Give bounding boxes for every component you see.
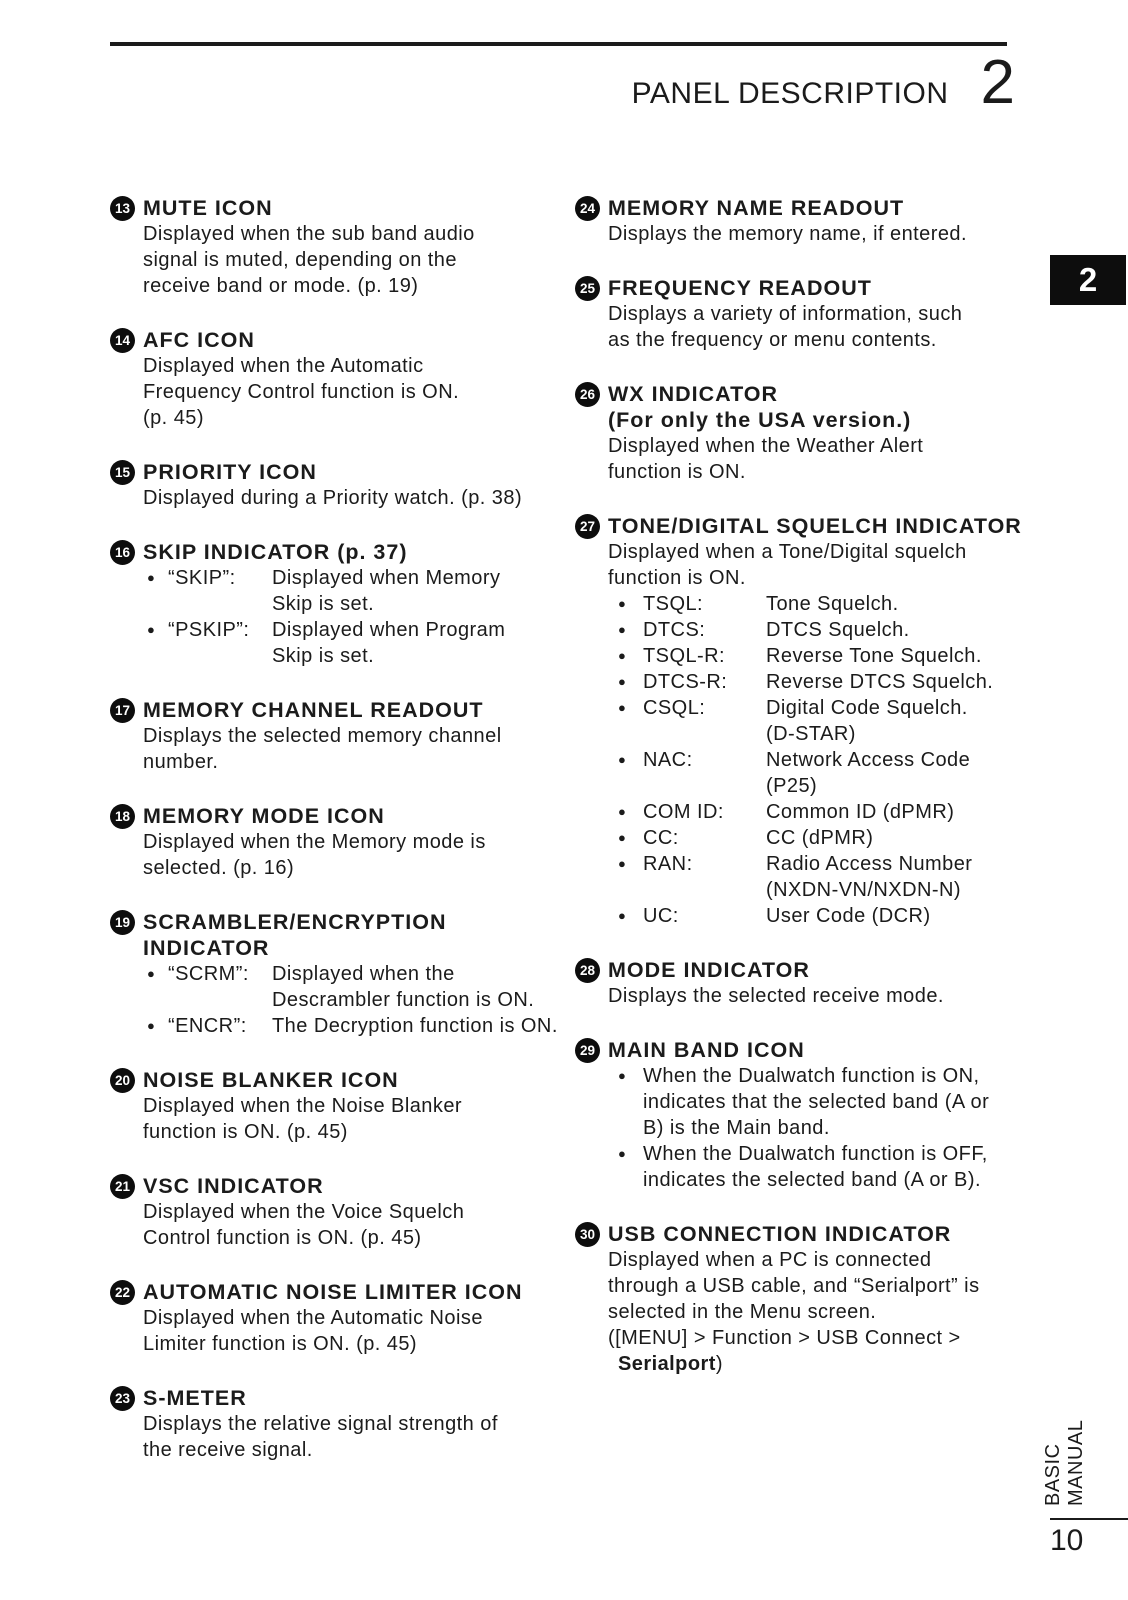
item-number-badge: 27	[575, 514, 600, 539]
item-content	[143, 195, 555, 299]
definition-desc	[272, 565, 555, 617]
definition-term: RAN:	[643, 853, 693, 875]
item-number-badge: 19	[110, 910, 135, 935]
item-number-badge: 29	[575, 1038, 600, 1063]
item-number-badge: 20	[110, 1068, 135, 1093]
page-title: PANEL DESCRIPTION	[631, 77, 949, 110]
item-content	[143, 803, 555, 881]
panel-item-28	[575, 957, 1025, 1009]
item-title: VSC INDICATOR	[143, 1174, 324, 1198]
item-text-line: number.	[143, 751, 219, 773]
item-title: MUTE ICON	[143, 196, 273, 220]
item-number-badge: 14	[110, 328, 135, 353]
item-content	[608, 1221, 1025, 1377]
definition-row	[143, 565, 555, 617]
panel-item-20	[110, 1067, 555, 1145]
item-text-line: through a USB cable, and “Serialport” is	[608, 1275, 980, 1297]
definition-row	[143, 961, 555, 1013]
definition-row	[608, 825, 1025, 851]
chapter-side-tab-label: 2	[1078, 261, 1098, 298]
panel-item-19	[110, 909, 558, 1039]
item-text-line: Displayed when a Tone/Digital squelch	[608, 541, 967, 563]
item-number-badge: 17	[110, 698, 135, 723]
item-number-badge: 26	[575, 382, 600, 407]
item-content	[143, 1279, 555, 1357]
item-title: AUTOMATIC NOISE LIMITER ICON	[143, 1280, 523, 1304]
item-content	[608, 381, 1025, 485]
item-number-badge: 21	[110, 1174, 135, 1199]
item-title: S-METER	[143, 1386, 247, 1410]
item-title: AFC ICON	[143, 328, 255, 352]
item-text-line: receive band or mode. (p. 19)	[143, 275, 419, 297]
panel-item-26	[575, 381, 1025, 485]
definition-line: Radio Access Number	[766, 853, 973, 875]
menu-path-post: )	[715, 1353, 723, 1375]
definition-term: CSQL:	[643, 697, 706, 719]
panel-item-24	[575, 195, 1025, 247]
item-text-line: Displays the selected receive mode.	[608, 985, 944, 1007]
item-text-line: Displayed when a PC is connected	[608, 1249, 932, 1271]
bullet-icon: ●	[618, 700, 626, 715]
item-text-line: signal is muted, depending on the	[143, 249, 457, 271]
definition-line: User Code (DCR)	[766, 905, 931, 927]
bullet-icon: ●	[618, 908, 626, 923]
definition-line: Network Access Code	[766, 749, 971, 771]
definition-desc	[766, 669, 1025, 695]
item-number-badge: 16	[110, 540, 135, 565]
panel-item-30	[575, 1221, 1025, 1377]
bullet-icon: ●	[147, 1018, 155, 1033]
item-content	[143, 1385, 555, 1463]
definition-line: (D-STAR)	[766, 723, 856, 745]
header-rule	[110, 42, 1007, 46]
definition-row	[143, 617, 555, 669]
item-text-line: Displayed during a Priority watch. (p. 38)	[143, 487, 523, 509]
item-content	[143, 459, 555, 511]
definition-term: CC:	[643, 827, 679, 849]
item-title: PRIORITY ICON	[143, 460, 317, 484]
definition-term: “ENCR”:	[168, 1015, 247, 1037]
item-text-line: Displayed when the Automatic	[143, 355, 424, 377]
bullet-icon: ●	[618, 674, 626, 689]
item-number-badge: 18	[110, 804, 135, 829]
definition-term: UC:	[643, 905, 679, 927]
item-title: SKIP INDICATOR (p. 37)	[143, 540, 408, 564]
item-text-line: Displayed when the Voice Squelch	[143, 1201, 465, 1223]
item-text-line: Control function is ON. (p. 45)	[143, 1227, 422, 1249]
panel-item-16	[110, 539, 555, 669]
bullet-line: When the Dualwatch function is ON,	[643, 1065, 980, 1087]
definition-term: DTCS:	[643, 619, 706, 641]
definition-line: The Decryption function is ON.	[272, 1015, 558, 1037]
item-text-line: Limiter function is ON. (p. 45)	[143, 1333, 418, 1355]
definition-row	[608, 643, 1025, 669]
item-text-line: ([MENU] > Function > USB Connect >	[608, 1327, 961, 1349]
item-title: WX INDICATOR	[608, 382, 779, 406]
page-number: 10	[1050, 1524, 1084, 1557]
definition-term: DTCS-R:	[643, 671, 728, 693]
item-number-badge: 15	[110, 460, 135, 485]
item-number-badge: 30	[575, 1222, 600, 1247]
panel-item-13	[110, 195, 555, 299]
item-text-line: Displays the relative signal strength of	[143, 1413, 498, 1435]
item-text-line: as the frequency or menu contents.	[608, 329, 937, 351]
item-title: MEMORY NAME READOUT	[608, 196, 905, 220]
definition-row	[608, 747, 1025, 799]
definition-line: Common ID (dPMR)	[766, 801, 955, 823]
definition-row	[143, 1013, 558, 1039]
definition-desc	[766, 747, 1025, 799]
item-title: FREQUENCY READOUT	[608, 276, 872, 300]
bullet-text	[643, 1063, 1025, 1141]
chapter-side-tab	[1050, 255, 1126, 305]
item-text-line: Displays the selected memory channel	[143, 725, 502, 747]
menu-path-bold: Serialport	[618, 1353, 716, 1375]
definition-desc	[272, 617, 555, 669]
definition-desc	[766, 643, 1025, 669]
bullet-line: When the Dualwatch function is OFF,	[643, 1143, 988, 1165]
bullet-icon: ●	[618, 804, 626, 819]
definition-term: COM ID:	[643, 801, 724, 823]
bullet-line: indicates that the selected band (A or	[643, 1091, 990, 1113]
panel-item-23	[110, 1385, 555, 1463]
item-title: MEMORY MODE ICON	[143, 804, 385, 828]
page-number-rule	[1050, 1518, 1128, 1520]
panel-item-21	[110, 1173, 555, 1251]
item-content	[608, 275, 1025, 353]
panel-item-22	[110, 1279, 555, 1357]
item-text-line: selected. (p. 16)	[143, 857, 295, 879]
item-content	[143, 327, 555, 431]
item-text-line: Displayed when the Noise Blanker	[143, 1095, 463, 1117]
item-title: MODE INDICATOR	[608, 958, 810, 982]
definition-desc	[766, 851, 1025, 903]
item-text-line: function is ON.	[608, 567, 746, 589]
bullet-text	[643, 1141, 1025, 1193]
item-content	[608, 957, 1025, 1009]
item-content	[143, 539, 555, 669]
definition-term: “SCRM”:	[168, 963, 249, 985]
item-content	[143, 909, 558, 1039]
definition-line: Descrambler function is ON.	[272, 989, 535, 1011]
definition-desc	[766, 695, 1025, 747]
item-title: USB CONNECTION INDICATOR	[608, 1222, 952, 1246]
item-number-badge: 24	[575, 196, 600, 221]
item-text-line: the receive signal.	[143, 1439, 313, 1461]
item-content	[608, 1037, 1025, 1193]
bullet-row	[608, 1063, 1025, 1141]
bullet-line: indicates the selected band (A or B).	[643, 1169, 981, 1191]
item-text-line: Displayed when the Memory mode is	[143, 831, 486, 853]
item-number-badge: 13	[110, 196, 135, 221]
bullet-line: B) is the Main band.	[643, 1117, 830, 1139]
bullet-icon: ●	[618, 1068, 626, 1083]
left-column	[110, 195, 558, 1491]
chapter-number: 2	[980, 48, 1015, 117]
bullet-icon: ●	[147, 570, 155, 585]
item-text-line: (p. 45)	[143, 407, 204, 429]
definition-desc	[766, 825, 1025, 851]
definition-term: TSQL:	[643, 593, 704, 615]
panel-item-14	[110, 327, 555, 431]
definition-row	[608, 851, 1025, 903]
definition-line: (P25)	[766, 775, 818, 797]
item-number-badge: 23	[110, 1386, 135, 1411]
item-content	[608, 195, 1025, 247]
bullet-icon: ●	[618, 622, 626, 637]
item-title: NOISE BLANKER ICON	[143, 1068, 399, 1092]
item-text-line: selected in the Menu screen.	[608, 1301, 877, 1323]
bullet-icon: ●	[618, 648, 626, 663]
definition-line: CC (dPMR)	[766, 827, 874, 849]
definition-line: Displayed when the	[272, 963, 455, 985]
right-column	[575, 195, 1025, 1405]
definition-row	[608, 903, 1025, 929]
basic-manual-label: BASIC MANUAL	[1042, 1419, 1087, 1506]
item-content	[608, 513, 1025, 929]
panel-item-25	[575, 275, 1025, 353]
menu-path-line	[608, 1351, 1025, 1377]
item-title: MEMORY CHANNEL READOUT	[143, 698, 484, 722]
panel-item-17	[110, 697, 555, 775]
definition-line: Tone Squelch.	[766, 593, 899, 615]
item-title: TONE/DIGITAL SQUELCH INDICATOR	[608, 514, 1022, 538]
definition-line: Displayed when Memory	[272, 567, 501, 589]
definition-desc	[766, 799, 1025, 825]
definition-line: Digital Code Squelch.	[766, 697, 968, 719]
definition-row	[608, 695, 1025, 747]
panel-item-29	[575, 1037, 1025, 1193]
bullet-icon: ●	[618, 752, 626, 767]
item-number-badge: 22	[110, 1280, 135, 1305]
definition-line: Skip is set.	[272, 645, 375, 667]
page-header	[110, 48, 1015, 117]
item-text-line: Displayed when the Automatic Noise	[143, 1307, 483, 1329]
definition-line: DTCS Squelch.	[766, 619, 910, 641]
definition-desc	[766, 617, 1025, 643]
definition-desc	[766, 903, 1025, 929]
definition-line: Reverse DTCS Squelch.	[766, 671, 994, 693]
item-content	[143, 697, 555, 775]
bullet-icon: ●	[618, 596, 626, 611]
item-content	[143, 1067, 555, 1145]
item-text-line: Displays the memory name, if entered.	[608, 223, 968, 245]
definition-desc	[272, 1013, 558, 1039]
definition-line: Reverse Tone Squelch.	[766, 645, 982, 667]
bullet-icon: ●	[618, 1146, 626, 1161]
bullet-icon: ●	[147, 622, 155, 637]
item-text-line: Displays a variety of information, such	[608, 303, 963, 325]
definition-term: “PSKIP”:	[168, 619, 250, 641]
item-subtitle: INDICATOR	[143, 936, 270, 960]
definition-line: Skip is set.	[272, 593, 375, 615]
bullet-icon: ●	[618, 830, 626, 845]
definition-row	[608, 617, 1025, 643]
item-text-line: function is ON. (p. 45)	[143, 1121, 348, 1143]
definition-row	[608, 591, 1025, 617]
definition-row	[608, 669, 1025, 695]
definition-desc	[272, 961, 555, 1013]
item-subtitle: (For only the USA version.)	[608, 408, 912, 432]
definition-term: NAC:	[643, 749, 693, 771]
definition-desc	[766, 591, 1025, 617]
item-text-line: function is ON.	[608, 461, 746, 483]
bullet-icon: ●	[618, 856, 626, 871]
item-text-line: Frequency Control function is ON.	[143, 381, 460, 403]
definition-term: TSQL-R:	[643, 645, 726, 667]
definition-row	[608, 799, 1025, 825]
item-number-badge: 28	[575, 958, 600, 983]
definition-line: (NXDN-VN/NXDN-N)	[766, 879, 961, 901]
panel-item-18	[110, 803, 555, 881]
item-title: SCRAMBLER/ENCRYPTION	[143, 910, 447, 934]
bullet-icon: ●	[147, 966, 155, 981]
definition-term: “SKIP”:	[168, 567, 236, 589]
bullet-row	[608, 1141, 1025, 1193]
definition-line: Displayed when Program	[272, 619, 506, 641]
item-title: MAIN BAND ICON	[608, 1038, 805, 1062]
item-text-line: Displayed when the sub band audio	[143, 223, 475, 245]
panel-item-15	[110, 459, 555, 511]
panel-item-27	[575, 513, 1025, 929]
item-content	[143, 1173, 555, 1251]
item-number-badge: 25	[575, 276, 600, 301]
item-text-line: Displayed when the Weather Alert	[608, 435, 924, 457]
